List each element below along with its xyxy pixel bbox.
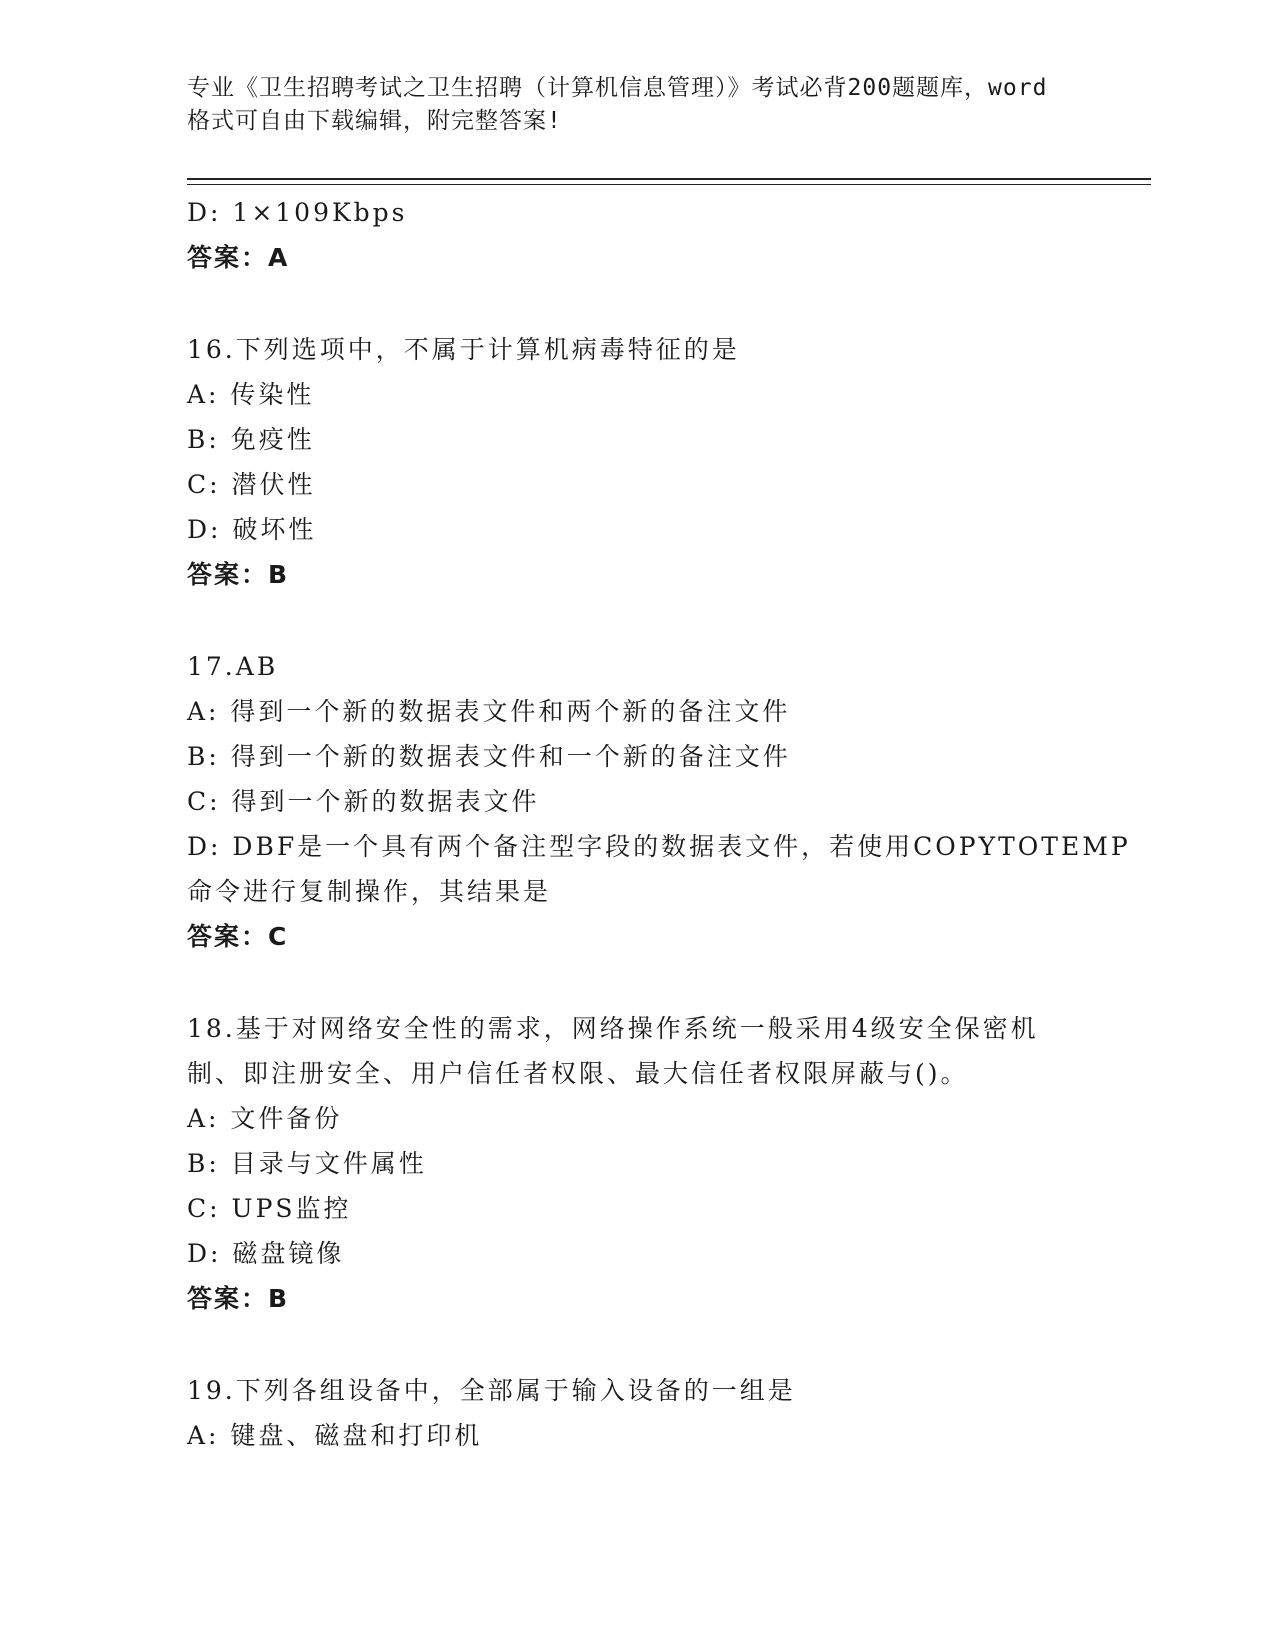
question-stem: 17.AB: [187, 652, 279, 681]
option-c: C: 得到一个新的数据表文件: [187, 787, 540, 816]
answer-line: 答案：B: [187, 1284, 290, 1313]
question-16: [187, 327, 1087, 597]
option-a: A: 文件备份: [187, 1104, 343, 1133]
option-b: B: 得到一个新的数据表文件和一个新的备注文件: [187, 742, 791, 771]
question-list: [187, 190, 1131, 1458]
option-d: D: DBF是一个具有两个备注型字段的数据表文件，若使用COPYTOTEMP: [187, 832, 1131, 861]
option-d: D: 磁盘镜像: [187, 1239, 345, 1268]
spacer: [187, 959, 1087, 1006]
header-rule-thin: [187, 184, 1151, 185]
question-stem: 16.下列选项中，不属于计算机病毒特征的是: [187, 335, 740, 364]
option-d: D: 破坏性: [187, 515, 317, 544]
option-b: B: 目录与文件属性: [187, 1149, 427, 1178]
spacer: [187, 280, 1087, 327]
previous-question-tail: [187, 190, 1087, 280]
option-c: C: 潜伏性: [187, 470, 316, 499]
answer-line: 答案：B: [187, 560, 290, 589]
header-line-2: 格式可自由下载编辑，附完整答案!: [187, 108, 562, 134]
spacer: [187, 597, 1087, 644]
answer-line: 答案：C: [187, 922, 289, 951]
question-stem: 19.下列各组设备中，全部属于输入设备的一组是: [187, 1376, 796, 1405]
question-19: [187, 1368, 1087, 1458]
option-a: A: 传染性: [187, 380, 315, 409]
answer-line: 答案：A: [187, 243, 290, 272]
option-a: A: 键盘、磁盘和打印机: [187, 1421, 483, 1450]
option-c: C: UPS监控: [187, 1194, 352, 1223]
header-line-1: 专业《卫生招聘考试之卫生招聘（计算机信息管理）》考试必背200题题库，word: [187, 75, 1048, 101]
question-stem-continued: 制、即注册安全、用户信任者权限、最大信任者权限屏蔽与()。: [187, 1059, 969, 1088]
document-header: [187, 72, 1087, 138]
spacer: [187, 1321, 1087, 1368]
question-17: [187, 644, 1131, 959]
question-18: [187, 1006, 1087, 1321]
option-a: A: 得到一个新的数据表文件和两个新的备注文件: [187, 697, 791, 726]
header-rule-thick: [187, 178, 1151, 180]
option-d-continued: 命令进行复制操作，其结果是: [187, 877, 552, 906]
question-stem: 18.基于对网络安全性的需求，网络操作系统一般采用4级安全保密机: [187, 1014, 1039, 1043]
option-b: B: 免疫性: [187, 425, 315, 454]
option-d: D: 1×109Kbps: [187, 198, 408, 227]
